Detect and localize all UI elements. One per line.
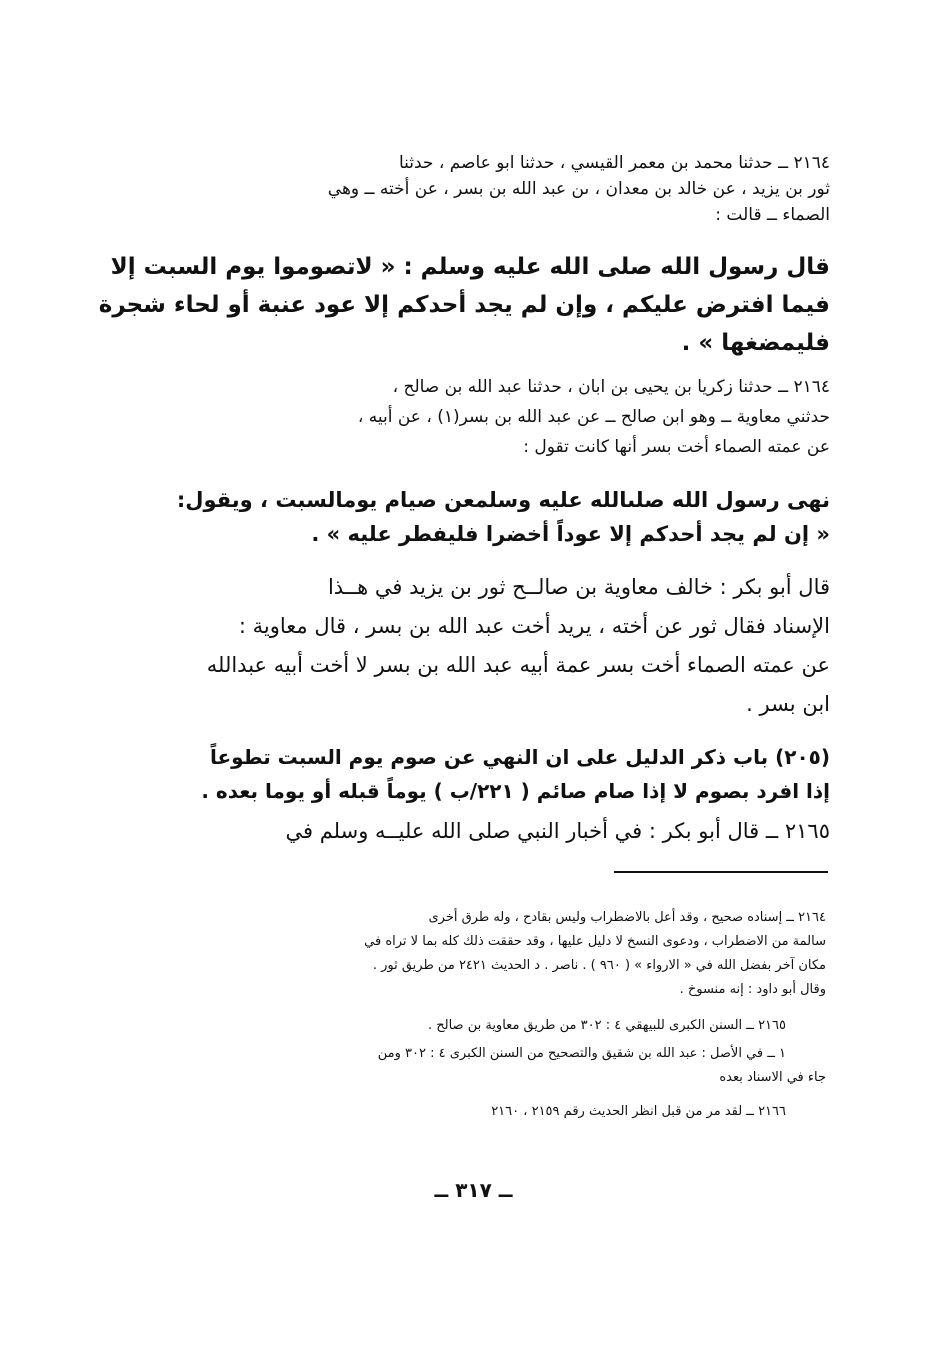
hadith-2164b-isnad — [180, 372, 830, 462]
footnote-line: ٢١٦٥ ــ السنن الكبرى للبيهقي ٤ : ٣٠٢ من طريق معاوية بن صالح . — [427, 1018, 786, 1033]
text-line: عن عمته الصماء أخت بسر أنها كانت تقول : — [523, 437, 830, 457]
text-line: فيما افترض عليكم ، وإن لم يجد أحدكم إلا عود عنبة أو لحاء شجرة — [98, 292, 830, 318]
footnotes — [186, 906, 826, 1124]
text-line: ابن بسر . — [746, 692, 830, 716]
text-line: قال رسول الله صلى الله عليه وسلم : « لاتصوموا يوم السبت إلا — [110, 254, 830, 280]
hadith-2165-start — [180, 812, 830, 851]
abu-bakr-comment — [180, 568, 830, 724]
text-line: نهى رسول الله صلىالله عليه وسلمعن صيام يومالسبت ، ويقول: — [176, 488, 830, 512]
text-line: قال أبو بكر : خالف معاوية بن صالــح ثور بن يزيد في هــذا — [327, 575, 830, 599]
footnote-line: سالمة من الاضطراب ، ودعوى النسخ لا دليل عليها ، وقد حققت ذلك كله بما لا تراه في — [364, 934, 826, 949]
text-line: إذا افرد بصوم لا إذا صام صائم ( ٢٢١/ب ) يوماً قبله أو يوما بعده . — [201, 779, 830, 803]
text-line: عن عمته الصماء أخت بسر عمة أبيه عبد الله بن بسر لا أخت أبيه عبدالله — [206, 653, 830, 677]
footnote-line: ١ ــ في الأصل : عبد الله بن شقيق والتصحيح من السنن الكبرى ٤ : ٣٠٢ ومن — [377, 1046, 786, 1061]
text-line: ٢١٦٥ ــ قال أبو بكر : في أخبار النبي صلى الله عليــه وسلم في — [285, 819, 830, 843]
footnote-line: مكان آخر بفضل الله في « الارواء » ( ٩٦٠ ) . ناصر . د الحديث ٢٤٢١ من طريق ثور . — [372, 958, 826, 973]
chapter-heading — [180, 740, 830, 808]
hadith-2164a-matn — [98, 248, 830, 362]
footnote-line: وقال أبو داود : إنه منسوخ . — [679, 982, 826, 997]
footnote-line: ٢١٦٦ ــ لقد مر من قبل انظر الحديث رقم ٢١٥٩ ، ٢١٦٠ — [491, 1104, 786, 1119]
footnote-2164 — [186, 906, 826, 1002]
text-line: ثور بن يزيد ، عن خالد بن معدان ، ىن عبد الله بن بسر ، عن أخته ــ وهي — [327, 179, 830, 199]
footnote-2166 — [186, 1100, 826, 1124]
text-line: حدثني معاوية ــ وهو ابن صالح ــ عن عبد الله بن بسر(١) ، عن أبيه ، — [357, 407, 830, 427]
text-line: ٢١٦٤ ــ حدثنا زكريا بن يحيى بن ابان ، حدثنا عبد الله بن صالح ، — [392, 377, 830, 397]
hadith-2164a-isnad — [180, 150, 830, 228]
text-line: ٢١٦٤ ــ حدثنا محمد بن معمر القيسي ، حدثنا ابو عاصم ، حدثنا — [398, 153, 830, 173]
footnote-line: ٢١٦٤ ــ إسناده صحيح ، وقد أعل بالاضطراب وليس بقادح ، وله طرق أخرى — [428, 910, 826, 925]
text-line: « إن لم يجد أحدكم إلا عوداً أخضرا فليفطر عليه » . — [311, 522, 830, 546]
hadith-2164b-matn — [176, 483, 830, 551]
text-line: الإسناد فقال ثور عن أخته ، يريد أخت عبد الله بن بسر ، قال معاوية : — [238, 614, 830, 638]
footnote-line: جاء في الاسناد بعده — [719, 1070, 826, 1085]
footnote-note-1 — [186, 1042, 826, 1090]
text-line: فليمضغها » . — [681, 330, 830, 356]
text-line: (٢٠٥) باب ذكر الدليل على ان النهي عن صوم يوم السبت تطوعاً — [210, 745, 830, 769]
footnote-separator — [614, 871, 828, 873]
footnote-2165 — [186, 1014, 826, 1038]
page-number: ــ ٣١٧ ــ — [434, 1178, 513, 1202]
text-line: الصماء ــ قالت : — [715, 205, 830, 225]
